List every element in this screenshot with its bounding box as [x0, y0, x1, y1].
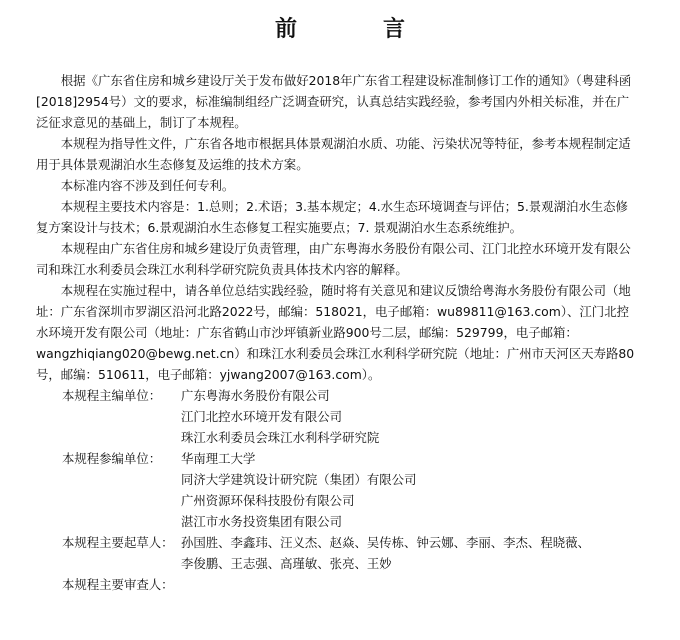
page-title: 前 言	[274, 17, 437, 42]
participating-unit: 同济大学建筑设计研究院（集团）有限公司	[181, 472, 417, 487]
participating-unit-row	[36, 511, 640, 532]
drafters-block	[36, 532, 640, 574]
drafters-line: 孙国胜、李鑫玮、汪义杰、赵焱、吴传栋、钟云娜、李丽、李杰、程晓薇、	[181, 535, 590, 550]
reviewers-label: 本规程主要审查人：	[62, 577, 174, 592]
paragraph-feedback: 本规程在实施过程中，请各单位总结实践经验，随时将有关意见和建议反馈给粤海水务股份有限公司（地址：广东省深圳市罗湖区沿河北路2022号，邮编：518021，电子邮箱：wu89811@163.com）、江门北控水环境开发有限公司（地址：广东省鹤山市沙坪镇新业路900号二层，邮编：529799，电子邮箱：wangzhiqiang020@bewg.net.cn）和珠江水利委员会珠江水利科学研究院（地址：广州市天河区天寿路80号，邮编：510611，电子邮箱：yjwang2007@163.com）。	[36, 283, 635, 382]
paragraph-management: 本规程由广东省住房和城乡建设厅负责管理，由广东粤海水务股份有限公司、江门北控水环境开发有限公司和珠江水利委员会珠江水利科学研究院负责具体技术内容的解释。	[36, 241, 631, 277]
chief-editor-row	[36, 427, 640, 448]
paragraph-main-contents: 本规程主要技术内容是：1.总则；2.术语；3.基本规定；4.水生态环境调查与评估；5.景观湖泊水生态修复方案设计与技术；6.景观湖泊水生态修复工程实施要点；7. 景观湖泊水生态系统维护。	[36, 199, 628, 235]
paragraph-guidance: 本规程为指导性文件，广东省各地市根据具体景观湖泊水质、功能、污染状况等特征，参考本规程制定适用于具体景观湖泊水生态修复及运维的技术方案。	[36, 136, 631, 172]
paragraph-patent: 本标准内容不涉及到任何专利。	[60, 178, 235, 193]
participating-unit: 华南理工大学	[181, 451, 256, 466]
reviewers-row	[36, 574, 640, 595]
chief-editor-row	[36, 406, 640, 427]
participating-unit-row	[36, 469, 640, 490]
participating-unit-label: 本规程参编单位：	[62, 451, 162, 466]
chief-editor-row	[36, 385, 640, 406]
chief-editor-unit: 江门北控水环境开发有限公司	[181, 409, 343, 424]
participating-unit-row	[36, 490, 640, 511]
participating-unit: 广州资源环保科技股份有限公司	[181, 493, 355, 508]
participating-unit: 湛江市水务投资集团有限公司	[181, 514, 343, 529]
participating-unit-row	[36, 448, 640, 469]
chief-editor-unit: 广东粤海水务股份有限公司	[181, 388, 330, 403]
document-body	[36, 70, 640, 595]
drafters-line: 李俊鹏、王志强、高瑾敏、张亮、王妙	[181, 556, 392, 571]
paragraph-basis: 根据《广东省住房和城乡建设厅关于发布做好2018年广东省工程建设标准制修订工作的通知》（粤建科函[2018]2954号）文的要求，标准编制组经广泛调查研究，认真总结实践经验，参考国内外相关标准，并在广泛征求意见的基础上，制订了本规程。	[36, 73, 632, 130]
drafters-label: 本规程主要起草人：	[62, 535, 174, 550]
drafters-names	[181, 532, 640, 574]
chief-editor-unit: 珠江水利委员会珠江水利科学研究院	[181, 430, 380, 445]
chief-editor-label: 本规程主编单位：	[62, 388, 162, 403]
